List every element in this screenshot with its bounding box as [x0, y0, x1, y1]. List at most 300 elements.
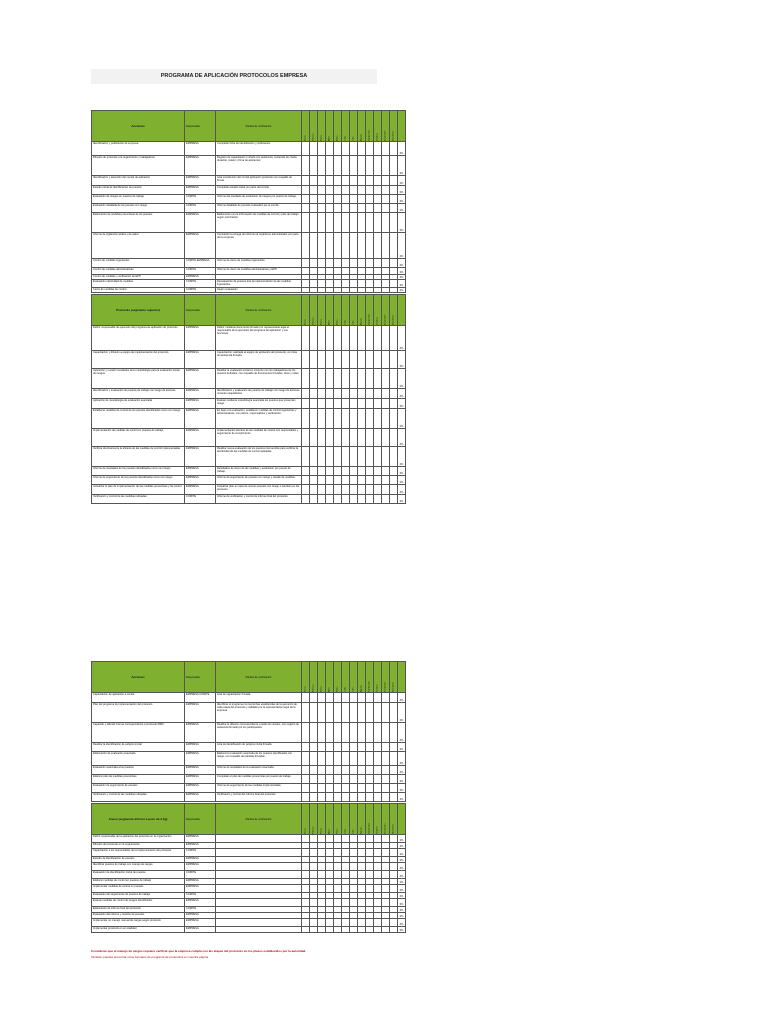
month-cell — [390, 919, 398, 927]
month-cell — [334, 871, 342, 879]
month-cell — [358, 195, 366, 204]
verification-cell: Informe de seguimiento de puestos con riesgo y estado de medidas. — [216, 476, 302, 485]
month-cell — [382, 351, 390, 369]
month-cell — [366, 204, 374, 213]
month-cell — [302, 703, 310, 723]
month-cell — [366, 775, 374, 784]
responsible-cell: EMPRESA — [185, 752, 216, 766]
month-cell — [334, 495, 342, 504]
month-cell — [318, 743, 326, 752]
activity-cell: Aplicación y revisión resultados de la metodología para la evaluación inicial de riesgos — [92, 369, 185, 389]
month-cell — [318, 885, 326, 893]
header-month: Agosto — [358, 804, 366, 835]
month-cell — [334, 793, 342, 802]
month-cell — [350, 775, 358, 784]
header-month: Septiembre — [366, 111, 374, 142]
table-row — [92, 176, 406, 186]
month-cell — [390, 429, 398, 447]
header-verification: Medios de verificación — [216, 295, 302, 326]
month-cell — [390, 369, 398, 389]
month-cell — [382, 142, 390, 156]
percent-cell: 0% — [398, 723, 406, 743]
header-actions: Anexo (segmento inferior a peso de 3 kg) — [92, 804, 185, 835]
month-cell — [342, 233, 350, 259]
month-cell — [382, 784, 390, 793]
month-cell — [334, 369, 342, 389]
month-cell — [390, 752, 398, 766]
responsible-cell: EMPRESA — [185, 899, 216, 907]
month-cell — [318, 863, 326, 871]
responsible-cell: COMITÉ — [185, 280, 216, 288]
month-cell — [342, 176, 350, 186]
month-cell — [302, 849, 310, 857]
month-cell — [350, 793, 358, 802]
month-cell — [366, 213, 374, 233]
header-month: Septiembre — [366, 295, 374, 326]
month-cell — [302, 213, 310, 233]
month-cell — [310, 233, 318, 259]
month-cell — [382, 399, 390, 409]
month-cell — [302, 186, 310, 195]
month-cell — [342, 369, 350, 389]
percent-cell: 0% — [398, 280, 406, 288]
month-cell — [374, 849, 382, 857]
verification-cell — [216, 919, 302, 927]
responsible-cell: EMPRESA — [185, 176, 216, 186]
month-cell — [326, 775, 334, 784]
month-cell — [350, 176, 358, 186]
verification-cell — [216, 899, 302, 907]
month-cell — [326, 195, 334, 204]
month-cell — [342, 259, 350, 268]
month-cell — [318, 195, 326, 204]
page-title: PROGRAMA DE APLICACIÓN PROTOCOLOS EMPRESA — [91, 69, 377, 84]
responsible-cell: EMPRESA — [185, 142, 216, 156]
month-cell — [374, 186, 382, 195]
verification-cell: Realizar nueva evaluación de los puestos intervenidos para verificar la efectividad de las medidas de control aplicadas. — [216, 447, 302, 467]
month-cell — [318, 186, 326, 195]
month-cell — [366, 885, 374, 893]
month-cell — [334, 743, 342, 752]
month-cell — [326, 369, 334, 389]
header-month: Febrero — [310, 804, 318, 835]
month-cell — [326, 766, 334, 775]
month-cell — [326, 723, 334, 743]
month-cell — [326, 703, 334, 723]
responsible-cell: EMPRESA — [185, 885, 216, 893]
month-cell — [382, 775, 390, 784]
responsible-cell: COMITÉ — [185, 907, 216, 913]
activity-cell: Implementación de medidas de control en puestos de trabajo — [92, 429, 185, 447]
month-cell — [366, 703, 374, 723]
header-month: Julio — [350, 804, 358, 835]
table-row — [92, 775, 406, 784]
header-month: Abril — [326, 662, 334, 693]
month-cell — [342, 899, 350, 907]
month-cell — [342, 268, 350, 275]
month-cell — [374, 233, 382, 259]
month-cell — [326, 743, 334, 752]
percent-cell: 0% — [398, 326, 406, 351]
month-cell — [350, 899, 358, 907]
month-cell — [326, 280, 334, 288]
month-cell — [390, 784, 398, 793]
month-cell — [334, 204, 342, 213]
month-cell — [302, 389, 310, 399]
month-cell — [326, 871, 334, 879]
month-cell — [390, 885, 398, 893]
percent-cell: 0% — [398, 176, 406, 186]
header-row — [92, 662, 406, 693]
activity-cell: Evaluar medidas de control de riesgos identificados — [92, 899, 185, 907]
activity-cell: Implementar protocolo en su totalidad — [92, 927, 185, 933]
verification-cell: En base a la evaluación, establecer medidas de control ingenieriles y administrativas, con plazos, responsables y verificación. — [216, 409, 302, 429]
program-table-3 — [91, 661, 406, 802]
month-cell — [366, 409, 374, 429]
month-cell — [382, 259, 390, 268]
month-cell — [366, 268, 374, 275]
month-cell — [350, 743, 358, 752]
table-row — [92, 195, 406, 204]
month-cell — [390, 743, 398, 752]
month-cell — [318, 142, 326, 156]
month-cell — [358, 156, 366, 176]
month-cell — [366, 326, 374, 351]
percent-cell: 0% — [398, 849, 406, 857]
month-cell — [374, 752, 382, 766]
month-cell — [326, 429, 334, 447]
month-cell — [390, 259, 398, 268]
month-cell — [358, 186, 366, 195]
month-cell — [318, 784, 326, 793]
month-cell — [310, 775, 318, 784]
percent-cell: 0% — [398, 766, 406, 775]
month-cell — [326, 447, 334, 467]
activity-cell: Identificación y selección del comité de aplicación — [92, 176, 185, 186]
month-cell — [302, 693, 310, 703]
responsible-cell: EMPRESA — [185, 485, 216, 495]
month-cell — [302, 288, 310, 293]
month-cell — [318, 693, 326, 703]
header-responsible: Responsable — [185, 662, 216, 693]
responsible-cell: EMPRESA — [185, 843, 216, 849]
month-cell — [350, 835, 358, 843]
month-cell — [318, 919, 326, 927]
verification-cell — [216, 835, 302, 843]
header-month: Enero — [302, 295, 310, 326]
month-cell — [326, 476, 334, 485]
month-cell — [390, 176, 398, 186]
month-cell — [326, 259, 334, 268]
header-actions: Acciones — [92, 662, 185, 693]
header-month: Agosto — [358, 111, 366, 142]
header-month: Junio — [342, 662, 350, 693]
month-cell — [374, 326, 382, 351]
month-cell — [390, 927, 398, 933]
month-cell — [358, 743, 366, 752]
month-cell — [358, 752, 366, 766]
month-cell — [382, 849, 390, 857]
table-row — [92, 927, 406, 933]
month-cell — [342, 280, 350, 288]
activity-cell: Evaluación efectividad de medidas — [92, 280, 185, 288]
header-percent — [398, 295, 406, 326]
month-cell — [366, 793, 374, 802]
month-cell — [390, 233, 398, 259]
month-cell — [334, 863, 342, 871]
month-cell — [342, 723, 350, 743]
header-verification: Medios de verificación — [216, 662, 302, 693]
verification-cell — [216, 863, 302, 871]
month-cell — [366, 495, 374, 504]
month-cell — [310, 723, 318, 743]
month-cell — [342, 863, 350, 871]
month-cell — [358, 369, 366, 389]
month-cell — [318, 259, 326, 268]
month-cell — [302, 835, 310, 843]
month-cell — [302, 268, 310, 275]
table-row — [92, 835, 406, 843]
header-month: Julio — [350, 295, 358, 326]
table-row — [92, 495, 406, 504]
percent-cell: 0% — [398, 485, 406, 495]
month-cell — [318, 775, 326, 784]
percent-cell: 0% — [398, 288, 406, 293]
month-cell — [326, 467, 334, 476]
verification-cell: Completar la entrega de informes al organismo administrador por parte de la empresa. — [216, 233, 302, 259]
verification-cell — [216, 871, 302, 879]
month-cell — [382, 233, 390, 259]
month-cell — [358, 326, 366, 351]
month-cell — [318, 176, 326, 186]
verification-cell: Completar estudio inicial por parte del comité. — [216, 186, 302, 195]
month-cell — [366, 259, 374, 268]
month-cell — [390, 409, 398, 429]
responsible-cell: EMPRESA — [185, 793, 216, 802]
month-cell — [334, 351, 342, 369]
month-cell — [374, 467, 382, 476]
verification-cell: Informe de cierre de medidas ingenieriles. — [216, 259, 302, 268]
month-cell — [350, 351, 358, 369]
month-cell — [326, 899, 334, 907]
month-cell — [374, 784, 382, 793]
month-cell — [334, 142, 342, 156]
header-month: Mayo — [334, 662, 342, 693]
month-cell — [318, 871, 326, 879]
month-cell — [374, 156, 382, 176]
month-cell — [326, 919, 334, 927]
month-cell — [310, 259, 318, 268]
responsible-cell: EMPRESA — [185, 326, 216, 351]
responsible-cell: EMPRESA — [185, 351, 216, 369]
month-cell — [342, 429, 350, 447]
footnote-warning: Considerar que el manejo de cargas requiere verificar que la empresa cumpla con las etapas del protocolo en los plazos establecidos por la autoridad. — [91, 949, 307, 953]
verification-cell: Reevaluación de puestos tras la implementación de las medidas ingenieriles. — [216, 280, 302, 288]
month-cell — [390, 399, 398, 409]
activity-cell: Establecer medidas de control de los puestos identificados como con riesgo — [92, 409, 185, 429]
verification-cell: Acta constitución del comité aplicación protocolo con respaldo de firmas. — [216, 176, 302, 186]
percent-cell: 0% — [398, 409, 406, 429]
month-cell — [358, 429, 366, 447]
activity-cell: Evaluación avanzada a los puestos — [92, 766, 185, 775]
activity-cell: Implementar medidas de control en puestos — [92, 885, 185, 893]
month-cell — [318, 369, 326, 389]
month-cell — [390, 351, 398, 369]
activity-cell: Control de medidas ingenieriles — [92, 259, 185, 268]
month-cell — [334, 476, 342, 485]
month-cell — [366, 429, 374, 447]
month-cell — [350, 156, 358, 176]
percent-cell: 0% — [398, 213, 406, 233]
month-cell — [334, 326, 342, 351]
month-cell — [382, 326, 390, 351]
header-month: Septiembre — [366, 804, 374, 835]
month-cell — [374, 351, 382, 369]
month-cell — [358, 233, 366, 259]
month-cell — [374, 775, 382, 784]
percent-cell: 0% — [398, 927, 406, 933]
responsible-cell: EMPRESA — [185, 429, 216, 447]
table-row — [92, 259, 406, 268]
percent-cell: 0% — [398, 893, 406, 899]
month-cell — [310, 156, 318, 176]
header-month: Marzo — [318, 662, 326, 693]
month-cell — [310, 467, 318, 476]
month-cell — [358, 288, 366, 293]
month-cell — [390, 766, 398, 775]
header-month: Agosto — [358, 295, 366, 326]
month-cell — [302, 871, 310, 879]
table-row — [92, 485, 406, 495]
month-cell — [382, 835, 390, 843]
month-cell — [358, 863, 366, 871]
verification-cell: Capacitación realizada al equipo de aplicación del protocolo, con lista de asistencia firmada. — [216, 351, 302, 369]
month-cell — [350, 447, 358, 467]
month-cell — [374, 885, 382, 893]
month-cell — [358, 399, 366, 409]
percent-cell: 0% — [398, 835, 406, 843]
month-cell — [366, 467, 374, 476]
header-month: Diciembre — [390, 295, 398, 326]
percent-cell: 0% — [398, 913, 406, 919]
month-cell — [374, 259, 382, 268]
month-cell — [374, 835, 382, 843]
table-row — [92, 288, 406, 293]
percent-cell: 0% — [398, 195, 406, 204]
month-cell — [350, 752, 358, 766]
month-cell — [390, 204, 398, 213]
month-cell — [366, 447, 374, 467]
month-cell — [342, 142, 350, 156]
verification-cell: Según evaluación — [216, 288, 302, 293]
responsible-cell: COMITÉ EMPRESA — [185, 259, 216, 268]
month-cell — [382, 429, 390, 447]
footnote-more-formats: También puedes encontrar otros formatos de programa de protocolos en nuestra página. — [91, 955, 209, 959]
month-cell — [342, 389, 350, 399]
month-cell — [302, 927, 310, 933]
table-row — [92, 409, 406, 429]
month-cell — [358, 927, 366, 933]
header-month: Octubre — [374, 804, 382, 835]
table-row — [92, 863, 406, 871]
month-cell — [310, 743, 318, 752]
month-cell — [366, 476, 374, 485]
month-cell — [358, 447, 366, 467]
month-cell — [326, 351, 334, 369]
month-cell — [366, 743, 374, 752]
table-row — [92, 766, 406, 775]
header-month: Junio — [342, 295, 350, 326]
header-month: Noviembre — [382, 111, 390, 142]
month-cell — [326, 793, 334, 802]
header-month: Noviembre — [382, 662, 390, 693]
month-cell — [326, 233, 334, 259]
activity-cell: Informe de resultados de los puestos identificados como con riesgo — [92, 467, 185, 476]
month-cell — [366, 899, 374, 907]
percent-cell: 0% — [398, 843, 406, 849]
header-month: Junio — [342, 111, 350, 142]
responsible-cell: COMITÉ — [185, 195, 216, 204]
table-row — [92, 268, 406, 275]
month-cell — [374, 919, 382, 927]
month-cell — [342, 775, 350, 784]
month-cell — [310, 835, 318, 843]
table-row — [92, 871, 406, 879]
month-cell — [382, 793, 390, 802]
month-cell — [350, 142, 358, 156]
month-cell — [382, 467, 390, 476]
month-cell — [382, 899, 390, 907]
activity-cell: Verificación y control de las medidas indicadas — [92, 793, 185, 802]
month-cell — [366, 280, 374, 288]
table-row — [92, 204, 406, 213]
month-cell — [334, 467, 342, 476]
month-cell — [334, 835, 342, 843]
month-cell — [374, 927, 382, 933]
month-cell — [366, 351, 374, 369]
header-month: Diciembre — [390, 111, 398, 142]
month-cell — [350, 871, 358, 879]
verification-cell: Completar el plan de medidas preventivas por puesto de trabajo. — [216, 775, 302, 784]
month-cell — [326, 326, 334, 351]
month-cell — [310, 485, 318, 495]
month-cell — [390, 467, 398, 476]
header-month: Noviembre — [382, 804, 390, 835]
header-month: Agosto — [358, 662, 366, 693]
month-cell — [326, 927, 334, 933]
percent-cell: 0% — [398, 857, 406, 863]
month-cell — [390, 195, 398, 204]
responsible-cell: EMPRESA — [185, 766, 216, 775]
month-cell — [302, 495, 310, 504]
month-cell — [382, 871, 390, 879]
month-cell — [334, 485, 342, 495]
month-cell — [334, 775, 342, 784]
month-cell — [382, 186, 390, 195]
month-cell — [318, 476, 326, 485]
percent-cell: 0% — [398, 259, 406, 268]
month-cell — [382, 288, 390, 293]
month-cell — [326, 485, 334, 495]
month-cell — [390, 485, 398, 495]
verification-cell: Acta de identificación de peligros inicial firmada. — [216, 743, 302, 752]
month-cell — [342, 743, 350, 752]
header-month: Abril — [326, 295, 334, 326]
table-row — [92, 186, 406, 195]
responsible-cell: COMITÉ — [185, 268, 216, 275]
responsible-cell: COMITÉ — [185, 495, 216, 504]
responsible-cell: EMPRESA — [185, 476, 216, 485]
